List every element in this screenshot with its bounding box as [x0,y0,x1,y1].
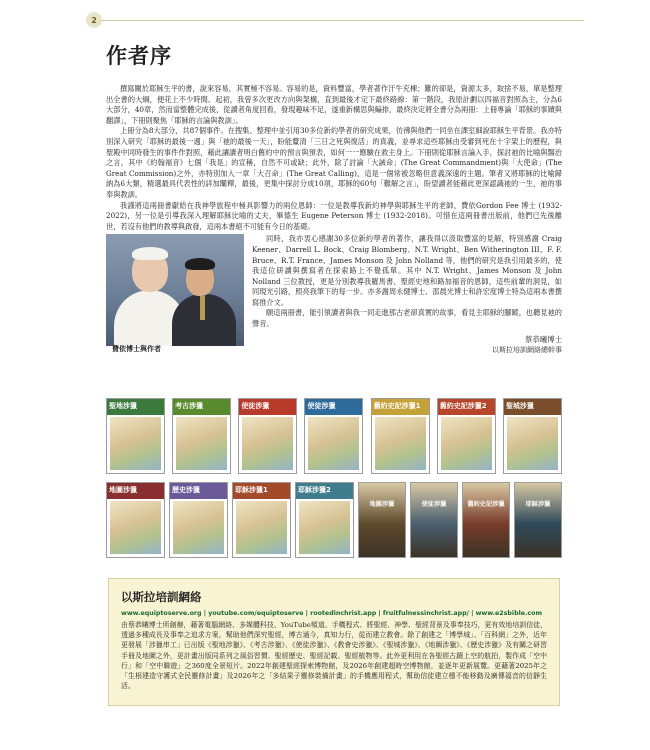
preface-paragraph-3: 我謹將這兩冊書獻給在我神學旅程中極具影響力的兩位恩師：一位是教導我新約神學與耶穌生平的老師，費依Gordon Fee 博士 (1932-2022)，另一位是引導我深入理解耶穌比喻的丈夫，畢德生 Eugene Peterson 博士 (1932-2018)。可惜在這兩冊書出版前，他們已先後離世，若沒有他們的教導與啟發，這兩本書絕不可能有今日的基礎。 [106,200,562,231]
book-cover: 使徒涉獵 [304,398,363,474]
organization-title: 以斯拉培訓網絡 [121,590,202,604]
book-cover-small: 地圖涉獵 [358,482,406,558]
book-cover: 使徒涉獵 [238,398,297,474]
book-cover: 歷史涉獵 [169,482,228,558]
preface-content [106,32,562,356]
page-number: 2 [86,12,102,28]
preface-paragraph-5: 願這兩冊書，能引領讀者與我一同走進那古老卻真實的故事，看見主耶穌的腳蹤，也聽見祂的聲音。 [252,308,562,329]
book-cover: 舊約史記涉獵1 [371,398,430,474]
preface-paragraph-2: 上冊分為8大部分，共87個事件。在搜集、整理中並引用30多位新約學者的研究成果，彷彿與他們一同坐在課室細說耶穌生平背景。我亦特別深入研究「耶穌的最後一週」與「祂的最後一天」，盼能釐清「三日之死與復活」的真義，並尋求這些耶穌由受審到死在十字架上的歷程，與聖殿中同時發生的事件作對照，藉此讓讀者明白舊約中的預言與預表，如何一一應驗在救主身上。下冊則從耶穌言論入手，探討祂的比喻與醫治之言，其中《約翰福音》七個「我是」的宣稱，自然不可或缺；此外，除了討論「大誡命」(The Great Commandment)與「大使命」(The Great Commission)之外，亦特別加入一章「大召命」(The Great Calling)，這是一個常被忽略但意義深遠的主題。筆者又將耶穌的比喻歸納為6大類，精選最具代表性的詳加闡釋，最後，更集中探討分成10項，耶穌的60句「難解之言」，盼望讀者能藉此更深認識祂的一生，祂的事奉與教訓。 [106,126,562,199]
book-cover: 考古涉獵 [172,398,231,474]
signature-name: 蔡恭曦博士 [525,334,562,344]
book-cover: 耶穌涉獵2 [295,482,354,558]
photo-caption: 費依博士與作者 [112,345,161,354]
book-cover: 耶穌涉獵1 [232,482,291,558]
organization-box [108,578,560,706]
book-cover: 地圖涉獵 [106,482,165,558]
book-row-2 [106,482,562,558]
book-cover: 聖地涉獵 [106,398,165,474]
book-row-1 [106,398,562,474]
book-cover-small: 舊約史記涉獵 [462,482,510,558]
book-cover: 舊約史記涉獵2 [437,398,496,474]
organization-links[interactable]: www.equiptoserve.org | youtube.com/equiptoserve | rootedinchrist.app | fruitfulnessinchrist.app/ | www.e2sbible.com [121,610,543,617]
page-title: 作者序 [106,43,172,68]
preface-paragraph-4: 同時，我亦衷心感謝30多位新約學者的著作，讓我得以汲取豐富的見解，特別感謝 Craig Keener、Darrell L. Bock、Craig Blomberg、N.T. Wright、Ben Witherington III、F. F. Bruce、R.T. France、James Monson 及 John Nolland 等，他們的研究是我引用最多的，使我這位研讀與撰寫者在探索路上不覺孤單。其中 N.T. Wright、James Monson 及 John Nolland 三位教授，更是分別教導我羅馬書、聖經史地和路加福音的恩師，這些前輩的洞見，如同現光引路，照亮我筆下的每一步。亦多謝周永健博士、邵晨光博士和許宏度博士特為這兩本書撰寫推介文。 [252,234,562,307]
book-cover: 聖城涉獵 [503,398,562,474]
signature-role: 以斯拉培訓網絡總幹事 [492,345,562,354]
author-photo [106,234,244,356]
preface-paragraph-1: 撰寫關於耶穌生平的書，說來容易，其實極不容易。容易的是，資料豐富，學者著作汗牛充棟；難的卻是，資源太多，取捨不易，單是整理出全書的大綱，便花上不少時間。起初，我曾多次更改方向與架構，直到最後才定下最終路線：第一階段，我原計劃以四福音對照為主，分為6大部分，40章，然而當整體完成後，從讀者角度回看，發現趣味不足，遂重新構思與編排，最終決定將全書分為兩冊：上冊專論「耶穌的事蹟與翻譯」，下冊則聚焦「耶穌的言論與教訓」。 [106,84,562,125]
book-covers [106,398,562,566]
signature-block [252,334,562,356]
organization-description: 由蔡恭曦博士所創辦，藉著電腦網絡、多媒體科技、YouTube頻道、手機程式、將聖經、神學、聖經背景及事奉技巧，更有效地培訓信徒，透過多種成長及事奉之追求方案，幫助他們深究聖經，博古通今，真知力行，從而建立教會。除了創建之「博學城」、「百科網」之外，近年更發展「涉獵串工」已出版《聖地涉獵》、《考古涉獵》、《使徒涉獵》、《教會史涉獵》、《聖城涉獵》、《地圖涉獵》、《歷史涉獵》及有關之研習手冊及地圖之外，更計畫出版同系列之風俗習慣、聖經歷史、聖經記載、聖經植物等。此外更利用在各聖經古蹟上空的航拍，製作成「空中行」和「空中聯遊」之360度全景短片。2022年創建聖經探索博物館，及2026年創建超時空博物館，並逐年更新展覽。更藉著2025年之「生根建造守護式全民靈修計畫」及2026年之「多結果子靈修裝備計畫」的手機應用程式，幫助信徒建立穩不能移動及廣傳福音的信靜生活。 [121,621,547,691]
top-divider [102,20,584,21]
photo-section [106,234,562,356]
book-cover-small: 使徒涉獵 [410,482,458,558]
book-cover-small: 耶穌涉獵 [514,482,562,558]
